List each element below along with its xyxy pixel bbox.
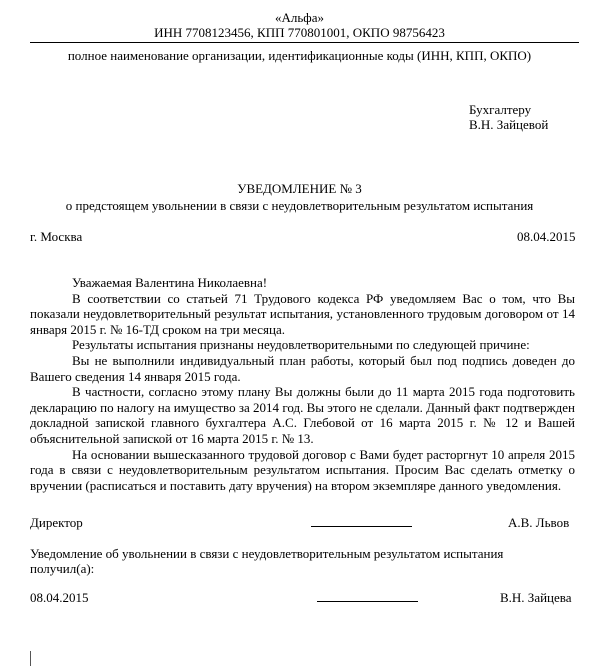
- org-caption: полное наименование организации, идентификационные коды (ИНН, КПП, ОКПО): [67, 48, 532, 63]
- director-role: Директор: [30, 515, 83, 530]
- notice-body: [30, 275, 575, 493]
- receipt-line-2: получил(а):: [30, 561, 95, 576]
- receipt-signature-line: [317, 601, 418, 602]
- addressee-role: Бухгалтеру: [469, 102, 532, 117]
- receipt-date: 08.04.2015: [30, 590, 89, 605]
- margin-mark: [30, 651, 31, 666]
- receipt-name: В.Н. Зайцева: [500, 590, 572, 605]
- body-paragraph: Вы не выполнили индивидуальный план работы, который был под подпись доведен до Вашего сведения 14 января 2015 года.: [30, 352, 575, 384]
- org-underline: [30, 42, 579, 43]
- org-name: «Альфа»: [275, 10, 324, 25]
- city: г. Москва: [30, 229, 83, 244]
- document-title: УВЕДОМЛЕНИЕ № 3: [237, 181, 362, 196]
- salutation: Уважаемая Валентина Николаевна!: [72, 275, 268, 290]
- org-codes: ИНН 7708123456, КПП 770801001, ОКПО 98756423: [154, 25, 445, 40]
- addressee-name: В.Н. Зайцевой: [469, 117, 549, 132]
- body-paragraph: В частности, согласно этому плану Вы должны были до 11 марта 2015 года подготовить декларацию по налогу на имущество за 2014 год. Вы этого не сделали. Данный факт подтвержден докладной запиской главного бухгалтера А.С. Глебовой от 16 марта 2015 г. № 12 и Вашей объяснительной запиской от 16 марта 2015 г. № 13.: [30, 384, 575, 446]
- director-signature-line: [311, 526, 412, 527]
- body-paragraph: На основании вышесказанного трудовой договор с Вами будет расторгнут 10 апреля 2015 года в связи с неудовлетворительным результатом испытания. Просим Вас сделать отметку о вручении (расписаться и поставить дату вручения) на втором экземпляре данного уведомления.: [30, 446, 575, 493]
- document-date: 08.04.2015: [517, 229, 576, 244]
- document-subtitle: о предстоящем увольнении в связи с неудовлетворительным результатом испытания: [65, 198, 534, 213]
- body-paragraph: Результаты испытания признаны неудовлетворительными по следующей причине:: [72, 337, 530, 353]
- receipt-line-1: Уведомление об увольнении в связи с неудовлетворительным результатом испытания: [30, 546, 504, 561]
- body-paragraph: В соответствии со статьей 71 Трудового кодекса РФ уведомляем Вас о том, что Вы показали неудовлетворительный результат испытания, установленного трудовым договором от 14 января 2015 г. № 16-ТД сроком на три месяца.: [30, 290, 575, 337]
- director-name: А.В. Львов: [508, 515, 570, 530]
